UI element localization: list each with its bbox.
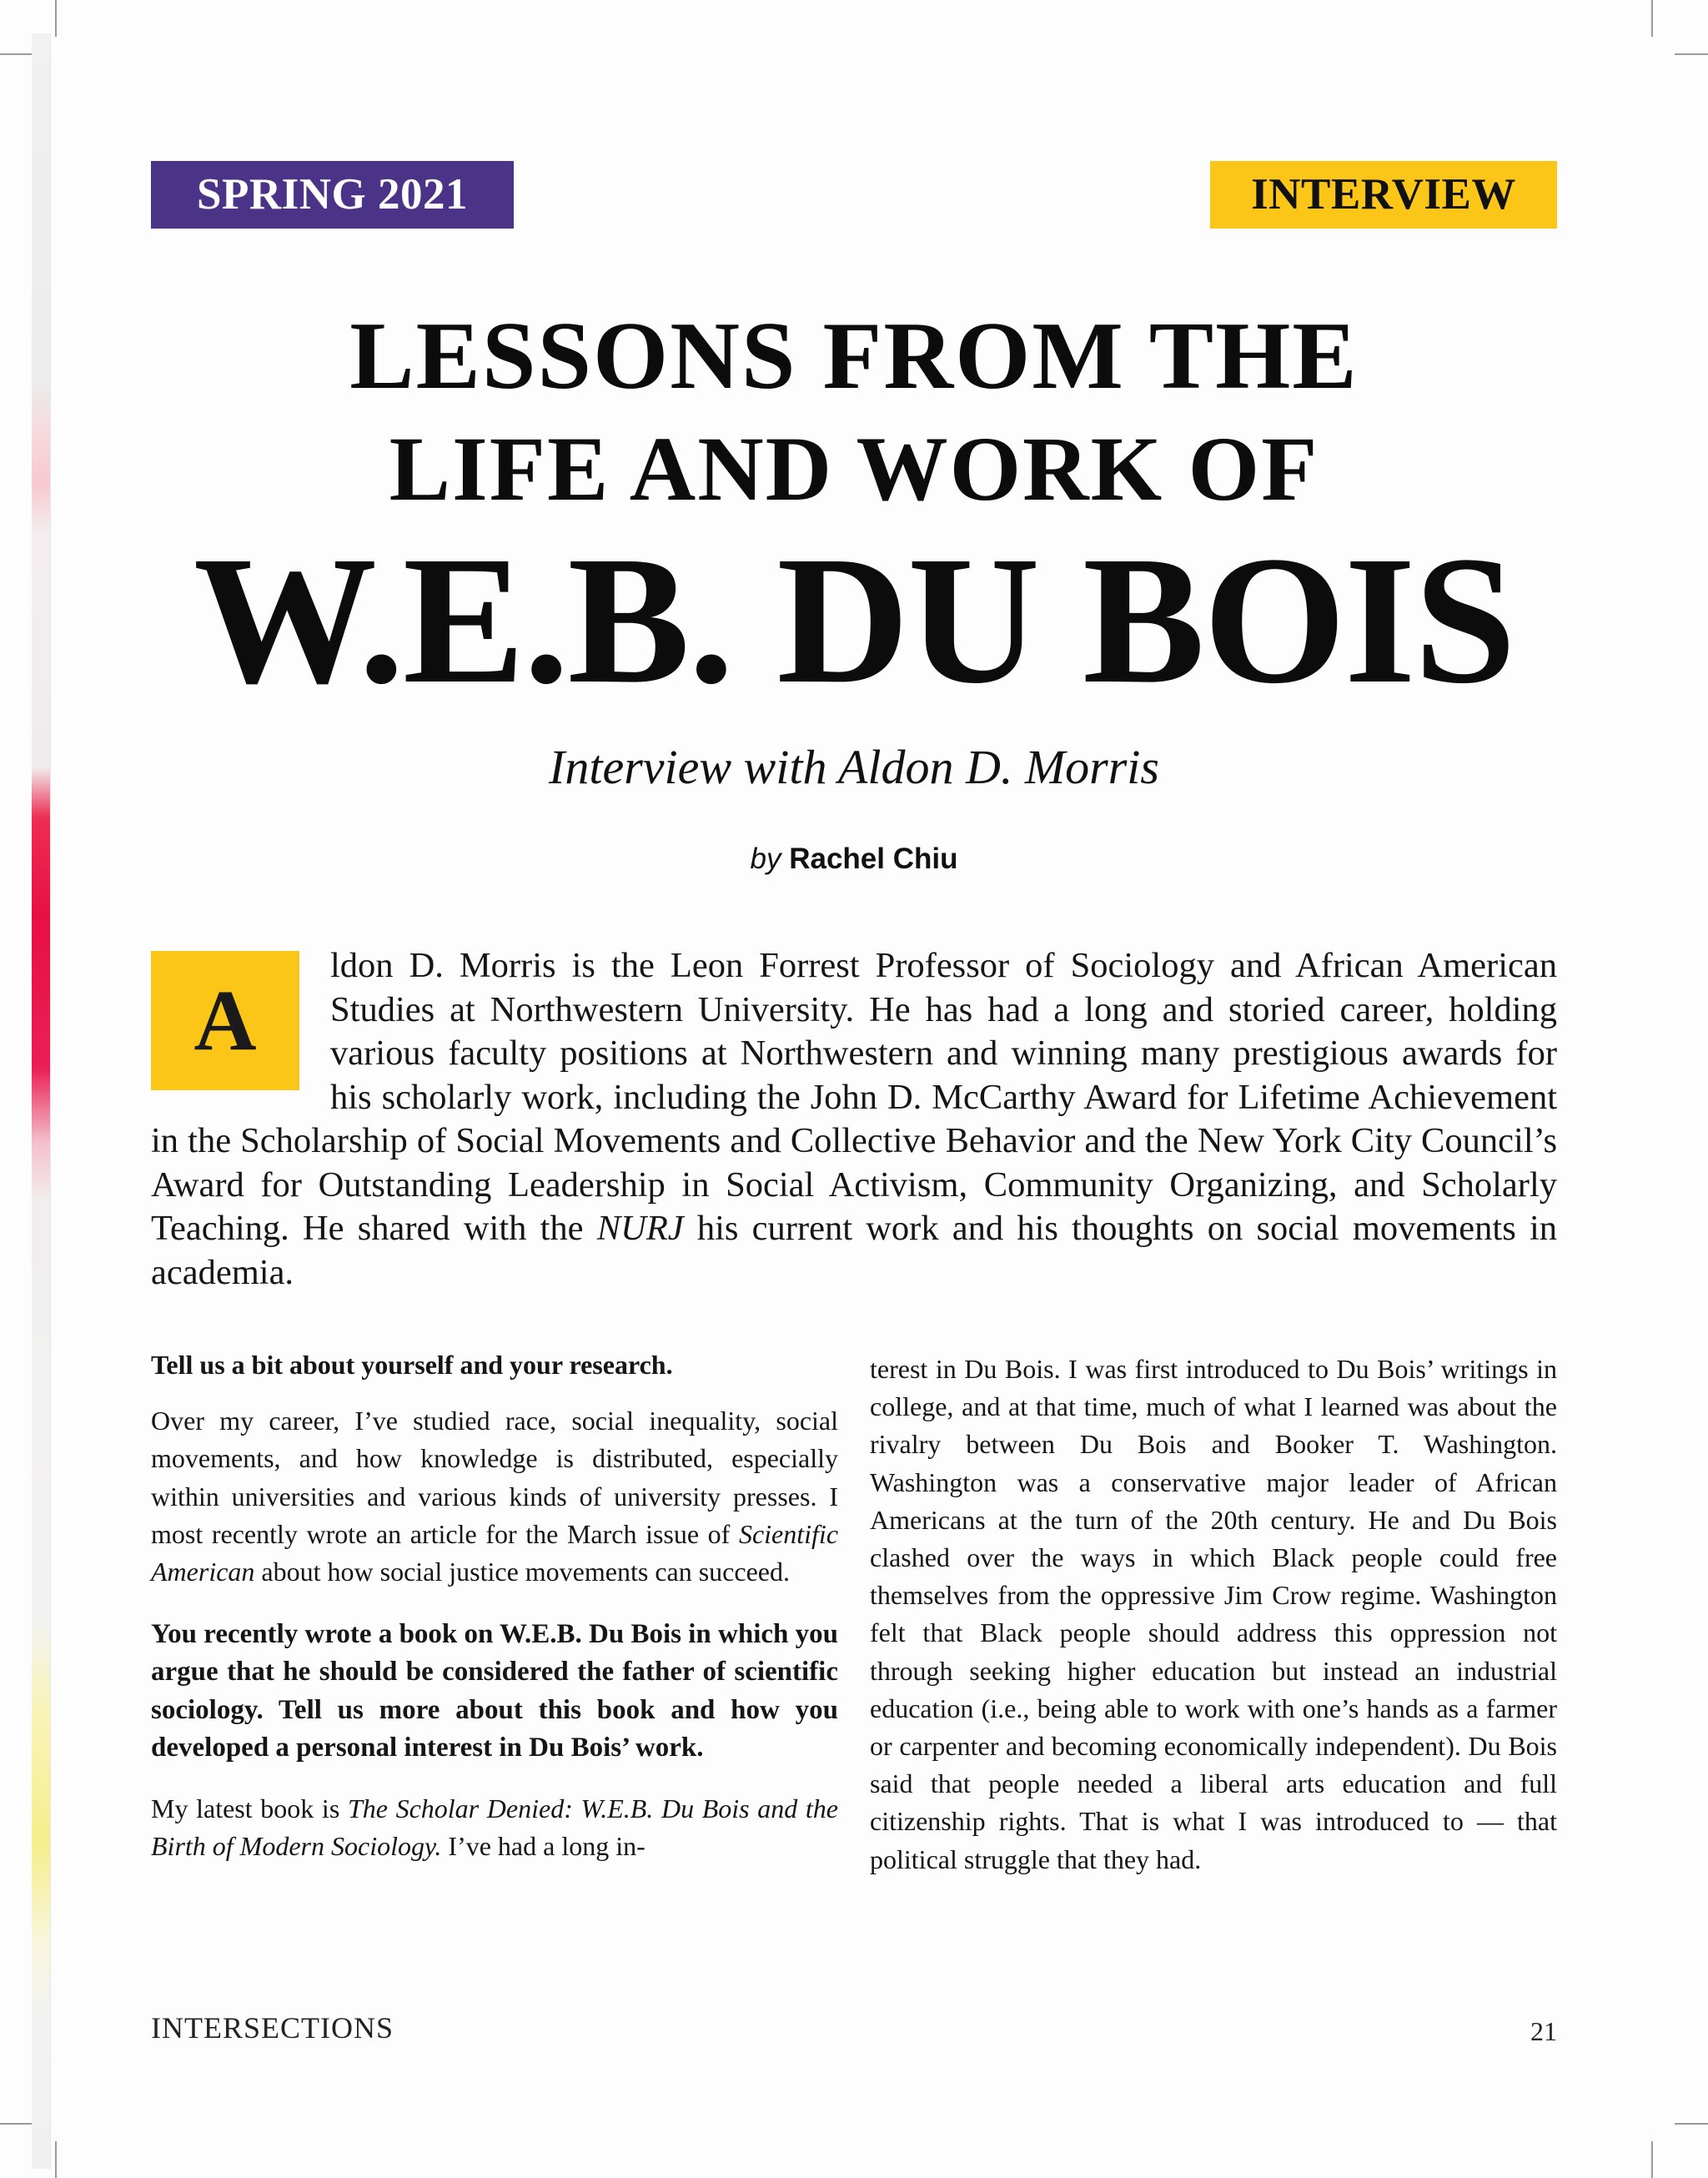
crop-mark xyxy=(1675,53,1708,55)
crop-mark xyxy=(55,2141,57,2178)
title-line-2: LIFE AND WORK OF xyxy=(389,418,1319,520)
drop-cap: A xyxy=(151,951,299,1090)
publication-name: INTERSECTIONS xyxy=(151,2011,394,2045)
title-line-3: W.E.B. DU BOIS xyxy=(193,518,1515,722)
byline-author: Rachel Chiu xyxy=(789,843,958,875)
magazine-title: Scientific American xyxy=(151,1518,839,1587)
crop-mark xyxy=(0,2123,33,2125)
right-column xyxy=(870,1351,1557,1879)
page-number: 21 xyxy=(1530,2016,1557,2046)
crop-mark xyxy=(55,0,57,37)
season-tag: SPRING 2021 xyxy=(151,161,514,229)
crop-mark xyxy=(1651,2141,1653,2178)
book-title: The Scholar Denied: W.E.B. Du Bois and the Birth of Modern Sociology. xyxy=(151,1793,839,1862)
intro-paragraph xyxy=(151,944,1557,1295)
crop-mark xyxy=(1651,0,1653,37)
title-line-1: LESSONS FROM THE xyxy=(349,303,1359,410)
answer-2-continued: terest in Du Bois. I was first introduced to Du Bois’ writings in college, and at that time, much of what I learned was about the rivalry between Du Bois and Booker T. Washington. Washington was a conservative major leader of African Americans at the turn of the 20th century. He and Du Bois clashed over the ways in which Black people could free themselves from the oppressive Jim Crow regime. Washington felt that Black people should address this oppression not through seeking higher education but instead an industrial education (i.e., being able to work with one’s hands as a farmer or carpenter and becoming economically independent). Du Bois said that people needed a liberal arts education and full citizenship rights. That is what I was introduced to — that political struggle that they had. xyxy=(870,1354,1557,1874)
section-tag: INTERVIEW xyxy=(1210,161,1557,229)
subtitle: Interview with Aldon D. Morris xyxy=(549,740,1159,794)
intro-text: ldon D. Morris is the Leon Forrest Professor of Sociology and African American Studies at Northwestern University. He has had a long and storied career, holding various faculty positions at Northwestern and winning many prestigious awards for his scholarly work, including the John D. McCarthy Award for Lifetime Achievement in the Scholarship of Social Movements and Collective Behavior and the New York City Council’s Award for Outstanding Leadership in Social Activism, Community Organizing, and Scholarly Teaching. He shared with the xyxy=(151,946,1557,1248)
answer-2-start: My latest book is The Scholar Denied: W.E.B. Du Bois and the Birth of Modern Sociology. I’ve had a long in- xyxy=(151,1793,839,1862)
byline xyxy=(0,839,1708,879)
left-column xyxy=(151,1346,838,1865)
answer-1: Over my career, I’ve studied race, social inequality, social movements, and how knowledge is distributed, especially within universities and various kinds of university presses. I most recently wrote an article for the March issue of Scientific American about how social justice movements can succeed. xyxy=(151,1406,839,1587)
question-1: Tell us a bit about yourself and your research. xyxy=(151,1350,673,1380)
intro-text-end: his current work and his thoughts on social movements in academia. xyxy=(151,1209,1558,1292)
crop-mark xyxy=(0,53,33,55)
crop-mark xyxy=(1675,2123,1708,2125)
intro-publication-name: NURJ xyxy=(596,1209,684,1248)
question-2: You recently wrote a book on W.E.B. Du Bois in which you argue that he should be considered the father of scientific sociology. Tell us more about this book and how you developed a personal interest in Du Bois’ work. xyxy=(151,1619,838,1763)
answer-2-split: I’ve had a long in- xyxy=(448,1831,646,1862)
byline-prefix: by xyxy=(750,843,781,875)
